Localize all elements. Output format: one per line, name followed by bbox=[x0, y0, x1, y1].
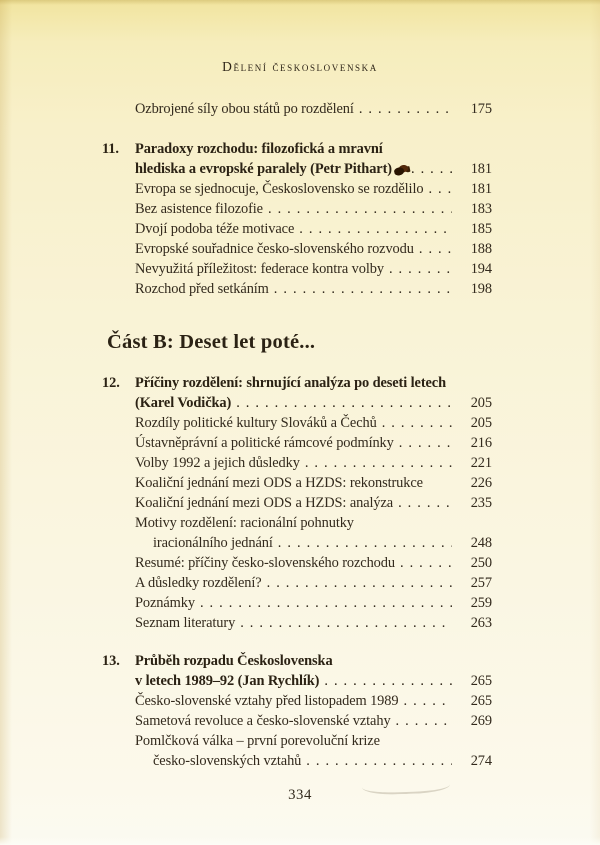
toc-row bbox=[135, 593, 492, 613]
chapter-number: 13. bbox=[102, 653, 120, 669]
toc-page-number: 188 bbox=[470, 241, 492, 257]
toc-entry-title: Koaliční jednání mezi ODS a HZDS: analýza bbox=[135, 495, 394, 511]
toc-entry-title: Ústavněprávní a politické rámcové podmínky bbox=[135, 435, 394, 451]
toc-entry-title: česko-slovenských vztahů bbox=[153, 753, 302, 769]
toc-page-number: 185 bbox=[470, 221, 492, 237]
toc-page-number: 274 bbox=[470, 753, 492, 769]
footer-page-number: 334 bbox=[288, 787, 312, 803]
toc-page-number: 265 bbox=[470, 673, 492, 689]
toc-page-number: 250 bbox=[470, 555, 492, 571]
toc-entry-title: Sametová revoluce a česko-slovenské vztahy bbox=[135, 713, 391, 729]
vertical-spacer bbox=[135, 355, 492, 373]
toc-row bbox=[135, 711, 492, 731]
toc-page-number: 181 bbox=[470, 161, 492, 177]
dot-leader bbox=[200, 593, 452, 613]
vertical-spacer bbox=[135, 119, 492, 139]
dot-leader bbox=[400, 553, 452, 573]
toc-page-number: 181 bbox=[470, 181, 492, 197]
toc-page-number: 226 bbox=[470, 475, 492, 491]
dot-leader bbox=[324, 671, 452, 691]
toc-entry-title: hlediska a evropské paralely (Petr Pithart) bbox=[135, 161, 392, 177]
toc-entry-title: Volby 1992 a jejich důsledky bbox=[135, 455, 300, 471]
toc-row bbox=[135, 219, 492, 239]
toc-page-number: 216 bbox=[470, 435, 492, 451]
table-of-contents bbox=[102, 99, 492, 771]
dot-leader bbox=[428, 179, 452, 199]
dot-leader bbox=[398, 493, 452, 513]
toc-entry-title: Rozchod před setkáním bbox=[135, 281, 269, 297]
toc-row bbox=[135, 259, 492, 279]
toc-row bbox=[135, 393, 492, 413]
toc-entry-title: v letech 1989–92 (Jan Rychlík) bbox=[135, 673, 320, 689]
dot-leader bbox=[389, 259, 452, 279]
toc-entry-title: Motivy rozdělení: racionální pohnutky bbox=[135, 515, 354, 531]
toc-page-number: 194 bbox=[470, 261, 492, 277]
vertical-spacer bbox=[135, 633, 492, 651]
toc-entry-title: Nevyužitá příležitost: federace kontra volby bbox=[135, 261, 384, 277]
toc-entry-title: Průběh rozpadu Československa bbox=[135, 653, 333, 669]
dot-leader bbox=[268, 199, 452, 219]
toc-row bbox=[102, 139, 492, 159]
toc-entry-title: Pomlčková válka – první porevoluční krize bbox=[135, 733, 380, 749]
dot-leader bbox=[306, 751, 452, 771]
toc-entry-title: Resumé: příčiny česko-slovenského rozchodu bbox=[135, 555, 395, 571]
toc-entry-title: iracionálního jednání bbox=[153, 535, 273, 551]
vertical-spacer bbox=[135, 299, 492, 329]
toc-row bbox=[135, 671, 492, 691]
toc-entry-title: A důsledky rozdělení? bbox=[135, 575, 262, 591]
toc-entry-title: Evropské souřadnice česko-slovenského rozvodu bbox=[135, 241, 414, 257]
toc-page-number: 235 bbox=[470, 495, 492, 511]
paper-edge-left bbox=[0, 0, 12, 845]
toc-entry-title: Česko-slovenské vztahy před listopadem 1989 bbox=[135, 693, 399, 709]
toc-entry-title: Dvojí podoba téže motivace bbox=[135, 221, 295, 237]
toc-page-number: 257 bbox=[470, 575, 492, 591]
toc-row bbox=[135, 613, 492, 633]
toc-entry-title: Příčiny rozdělení: shrnující analýza po deseti letech bbox=[135, 375, 446, 391]
toc-page-number: 183 bbox=[470, 201, 492, 217]
toc-row bbox=[135, 99, 492, 119]
toc-row bbox=[102, 651, 492, 671]
toc-row bbox=[135, 573, 492, 593]
toc-entry-title: Rozdíly politické kultury Slováků a Čechů bbox=[135, 415, 377, 431]
chapter-number: 12. bbox=[102, 375, 120, 391]
toc-row bbox=[135, 553, 492, 573]
part-heading: Část B: Deset let poté... bbox=[107, 331, 316, 353]
dot-leader bbox=[419, 239, 452, 259]
toc-entry-title: Bez asistence filozofie bbox=[135, 201, 263, 217]
toc-row bbox=[135, 691, 492, 711]
running-header: Dělení československa bbox=[222, 59, 378, 74]
toc-page-number: 248 bbox=[470, 535, 492, 551]
toc-row bbox=[135, 513, 492, 533]
toc-page-number: 205 bbox=[470, 395, 492, 411]
toc-entry-title: Evropa se sjednocuje, Československo se rozdělilo bbox=[135, 181, 424, 197]
toc-row bbox=[135, 731, 492, 751]
dot-leader bbox=[267, 573, 452, 593]
toc-entry-title: Paradoxy rozchodu: filozofická a mravní bbox=[135, 141, 383, 157]
ink-smudge-icon bbox=[393, 163, 411, 176]
dot-leader bbox=[305, 453, 452, 473]
dot-leader bbox=[278, 533, 452, 553]
dot-leader bbox=[274, 279, 452, 299]
toc-row bbox=[135, 533, 492, 553]
toc-entry-title: Koaliční jednání mezi ODS a HZDS: rekonstrukce bbox=[135, 475, 423, 491]
dot-leader bbox=[396, 711, 452, 731]
toc-row bbox=[135, 159, 492, 179]
dot-leader bbox=[382, 413, 452, 433]
toc-page-number: 259 bbox=[470, 595, 492, 611]
toc-row bbox=[135, 279, 492, 299]
toc-page-number: 269 bbox=[470, 713, 492, 729]
toc-entry-title: Ozbrojené síly obou států po rozdělení bbox=[135, 101, 354, 117]
toc-page-number: 198 bbox=[470, 281, 492, 297]
dot-leader bbox=[399, 433, 452, 453]
toc-entry-title: Poznámky bbox=[135, 595, 195, 611]
toc-row bbox=[135, 239, 492, 259]
dot-leader bbox=[403, 691, 452, 711]
toc-row bbox=[135, 453, 492, 473]
toc-entry-title: (Karel Vodička) bbox=[135, 395, 232, 411]
toc-row bbox=[102, 373, 492, 393]
dot-leader bbox=[299, 219, 452, 239]
toc-page-number: 263 bbox=[470, 615, 492, 631]
toc-row bbox=[135, 199, 492, 219]
dot-leader bbox=[359, 99, 452, 119]
toc-row bbox=[135, 473, 492, 493]
toc-row bbox=[135, 433, 492, 453]
toc-row bbox=[135, 413, 492, 433]
paper-edge-bottom bbox=[0, 837, 600, 845]
toc-row bbox=[135, 751, 492, 771]
toc-page-number: 265 bbox=[470, 693, 492, 709]
toc-page-number: 175 bbox=[470, 101, 492, 117]
toc-page-number: 221 bbox=[470, 455, 492, 471]
toc-page-number: 205 bbox=[470, 415, 492, 431]
toc-row bbox=[135, 493, 492, 513]
toc-row bbox=[135, 179, 492, 199]
toc-entry-title: Seznam literatury bbox=[135, 615, 236, 631]
paper-edge-top bbox=[0, 0, 600, 5]
chapter-number: 11. bbox=[102, 141, 119, 157]
dot-leader bbox=[240, 613, 452, 633]
dot-leader bbox=[411, 159, 452, 179]
dot-leader bbox=[236, 393, 452, 413]
paper-edge-right bbox=[590, 0, 600, 845]
